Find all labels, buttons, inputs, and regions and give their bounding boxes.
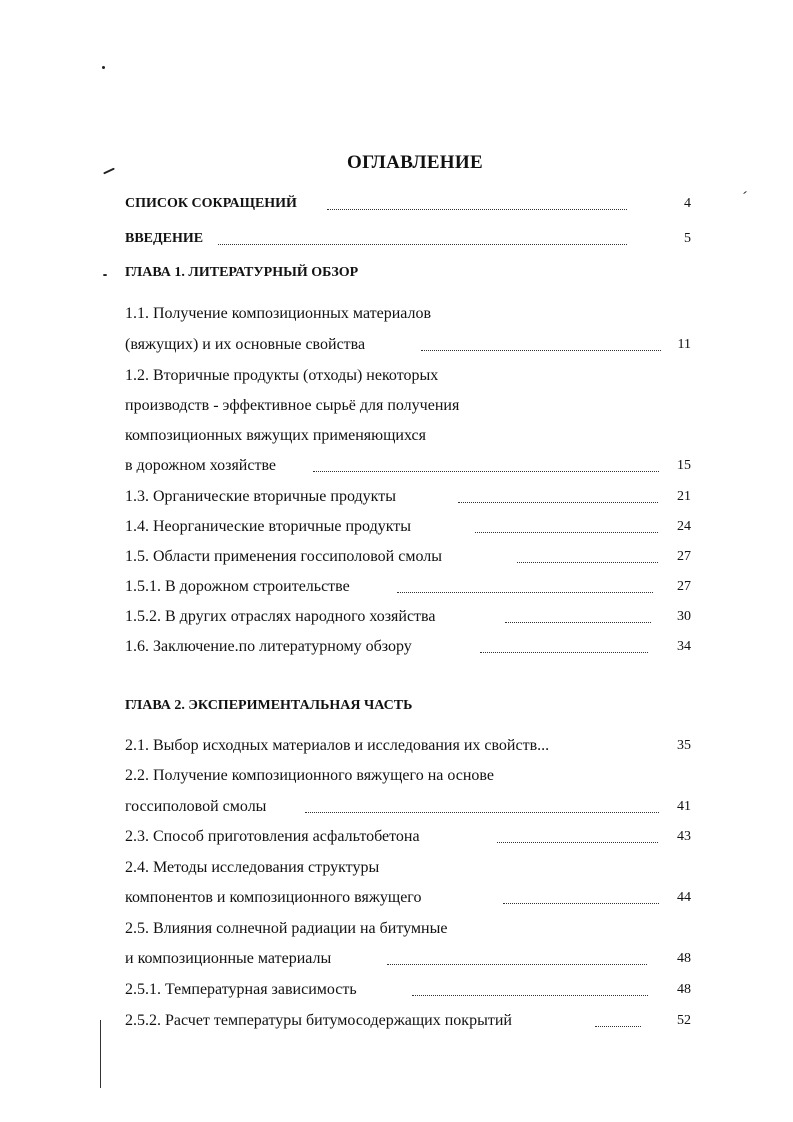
scan-speck: [103, 274, 107, 276]
toc-entry-text: ВВЕДЕНИЕ: [125, 231, 204, 246]
dot-leader: [397, 591, 653, 593]
toc-entry-abbreviations: [125, 193, 691, 215]
toc-entry: [125, 334, 691, 356]
toc-page-number: 43: [677, 829, 691, 844]
toc-page-number: 15: [677, 458, 691, 473]
dot-leader: [505, 621, 651, 623]
toc-entry: [125, 979, 691, 1001]
toc-entry-text: в дорожном хозяйстве: [125, 457, 277, 474]
toc-entry-text: 2.5. Влияния солнечной радиации на битумные: [125, 920, 448, 937]
toc-entry-text: 2.1. Выбор исходных материалов и исследования их свойств...: [125, 737, 550, 754]
toc-page-number: 48: [677, 982, 691, 997]
toc-entry-text: (вяжущих) и их основные свойства: [125, 336, 366, 353]
dot-leader: [595, 1025, 641, 1027]
toc-entry: [125, 486, 691, 508]
dot-leader: [475, 531, 658, 533]
toc-entry-text: 1.4. Неорганические вторичные продукты: [125, 518, 412, 535]
toc-entry: [125, 425, 691, 447]
toc-page-number: 41: [677, 799, 691, 814]
toc-page-number: 44: [677, 890, 691, 905]
dot-leader: [421, 349, 661, 351]
dot-leader: [412, 994, 648, 996]
toc-entry: [125, 395, 691, 417]
toc-entry: [125, 857, 691, 879]
dot-leader: [218, 243, 627, 245]
toc-entry-text: 2.4. Методы исследования структуры: [125, 859, 380, 876]
toc-page-number: 30: [677, 609, 691, 624]
dot-leader: [480, 651, 648, 653]
toc-page-number: 4: [684, 196, 691, 211]
toc-chapter-heading: ГЛАВА 2. ЭКСПЕРИМЕНТАЛЬНАЯ ЧАСТЬ: [125, 698, 413, 713]
toc-entry: [125, 576, 691, 598]
toc-entry-text: композиционных вяжущих применяющихся: [125, 427, 426, 444]
dot-leader: [497, 841, 658, 843]
toc-entry-text: 1.5.2. В других отраслях народного хозяйства: [125, 608, 436, 625]
toc-entry-text: СПИСОК СОКРАЩЕНИЙ: [125, 196, 297, 211]
toc-entry: [125, 1010, 691, 1032]
dot-leader: [517, 561, 658, 563]
toc-entry: [125, 516, 691, 538]
toc-entry: [125, 735, 691, 757]
toc-entry-text: и композиционные материалы: [125, 950, 332, 967]
toc-entry: [125, 796, 691, 818]
scan-speck: [743, 191, 747, 194]
toc-entry: [125, 365, 691, 387]
toc-entry-text: компонентов и композиционного вяжущего: [125, 889, 422, 906]
page-title: ОГЛАВЛЕНИЕ: [347, 152, 483, 173]
dot-leader: [305, 811, 659, 813]
toc-entry-text: госсиполовой смолы: [125, 798, 267, 815]
toc-entry-text: 1.6. Заключение.по литературному обзору: [125, 638, 412, 655]
toc-chapter-heading: ГЛАВА 1. ЛИТЕРАТУРНЫЙ ОБЗОР: [125, 265, 359, 280]
toc-entry: [125, 887, 691, 909]
toc-chapter-2: [125, 695, 691, 717]
toc-entry-text: 1.3. Органические вторичные продукты: [125, 488, 396, 505]
toc-page-number: 34: [677, 639, 691, 654]
toc-page-number: 35: [677, 738, 691, 753]
dot-leader: [313, 470, 659, 472]
toc-chapter-1: [125, 262, 691, 284]
toc-page-number: 24: [677, 519, 691, 534]
toc-entry-text: 1.5. Области применения госсиполовой смолы: [125, 548, 442, 565]
toc-entry-text: 2.2. Получение композиционного вяжущего на основе: [125, 767, 494, 784]
toc-entry-introduction: [125, 228, 691, 250]
toc-entry-text: 1.5.1. В дорожном строительстве: [125, 578, 350, 595]
toc-page-number: 27: [677, 549, 691, 564]
toc-entry-text: производств - эффективное сырьё для получения: [125, 397, 460, 414]
toc-page-number: 5: [684, 231, 691, 246]
scan-margin-line: [100, 1020, 101, 1088]
toc-entry-text: 1.1. Получение композиционных материалов: [125, 305, 432, 322]
toc-entry-text: 2.5.1. Температурная зависимость: [125, 981, 357, 998]
toc-entry: [125, 918, 691, 940]
toc-entry: [125, 765, 691, 787]
toc-page-number: 11: [677, 337, 691, 352]
dot-leader: [327, 208, 627, 210]
scan-speck: [102, 66, 105, 69]
toc-page-number: 52: [677, 1013, 691, 1028]
toc-entry: [125, 826, 691, 848]
toc-entry: [125, 303, 691, 325]
toc-entry: [125, 606, 691, 628]
toc-entry: [125, 546, 691, 568]
toc-entry: [125, 948, 691, 970]
dot-leader: [387, 963, 647, 965]
toc-page-number: 21: [677, 489, 691, 504]
dot-leader: [458, 501, 658, 503]
dot-leader: [503, 902, 659, 904]
toc-entry-text: 2.5.2. Расчет температуры битумосодержащих покрытий: [125, 1012, 512, 1029]
toc-entry-text: 1.2. Вторичные продукты (отходы) некоторых: [125, 367, 439, 384]
toc-page-number: 48: [677, 951, 691, 966]
toc-page-number: 27: [677, 579, 691, 594]
toc-entry: [125, 636, 691, 658]
toc-entry-text: 2.3. Способ приготовления асфальтобетона: [125, 828, 420, 845]
toc-entry: [125, 455, 691, 477]
